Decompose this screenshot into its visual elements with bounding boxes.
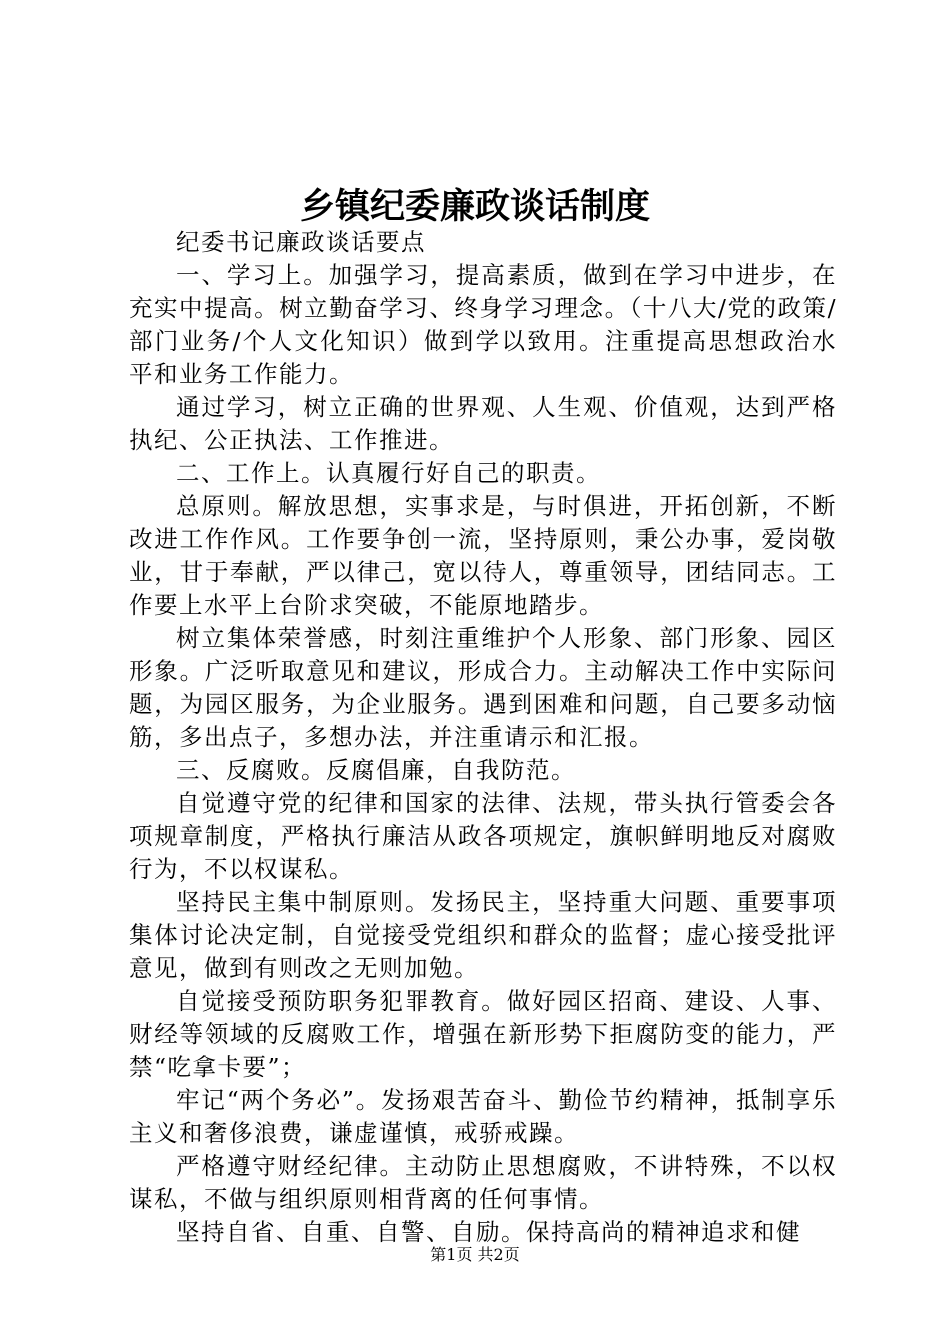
paragraph: 树立集体荣誉感，时刻注重维护个人形象、部门形象、园区形象。广泛听取意见和建议，形成合力。主动解决工作中实际问题，为园区服务，为企业服务。遇到困难和问题，自己要多动恼筋，多出点子，多想办法，并注重请示和汇报。 <box>129 624 837 751</box>
document-body <box>129 226 837 1249</box>
page-footer: 第1页 共2页 <box>430 1245 520 1264</box>
paragraph: 自觉接受预防职务犯罪教育。做好园区招商、建设、人事、财经等领域的反腐败工作，增强在新形势下拒腐防变的能力，严禁“吃拿卡要”； <box>129 987 837 1081</box>
document-title: 乡镇纪委廉政谈话制度 <box>299 186 650 227</box>
paragraph: 牢记“两个务必”。发扬艰苦奋斗、勤俭节约精神，抵制享乐主义和奢侈浪费，谦虚谨慎，戒骄戒躁。 <box>129 1086 837 1147</box>
paragraph: 总原则。解放思想，实事求是，与时俱进，开拓创新，不断改进工作作风。工作要争创一流，坚持原则，秉公办事，爱岗敬业，甘于奉献，严以律己，宽以待人，尊重领导，团结同志。工作要上水平上台阶求突破，不能原地踏步。 <box>129 492 837 619</box>
paragraph: 一、学习上。加强学习，提高素质，做到在学习中进步，在充实中提高。树立勤奋学习、终身学习理念。（十八大/党的政策/部门业务/个人文化知识）做到学以致用。注重提高思想政治水平和业务工作能力。 <box>129 261 837 388</box>
paragraph: 自觉遵守党的纪律和国家的法律、法规，带头执行管委会各项规章制度，严格执行廉洁从政各项规定，旗帜鲜明地反对腐败行为，不以权谋私。 <box>129 789 837 883</box>
paragraph: 坚持自省、自重、自警、自励。保持高尚的精神追求和健 <box>176 1218 801 1246</box>
paragraph: 三、反腐败。反腐倡廉，自我防范。 <box>176 756 576 784</box>
paragraph: 纪委书记廉政谈话要点 <box>176 228 426 256</box>
paragraph: 严格遵守财经纪律。主动防止思想腐败，不讲特殊，不以权谋私，不做与组织原则相背离的任何事情。 <box>129 1152 837 1213</box>
paragraph: 二、工作上。认真履行好自己的职责。 <box>176 459 601 487</box>
paragraph: 通过学习，树立正确的世界观、人生观、价值观，达到严格执纪、公正执法、工作推进。 <box>129 393 837 454</box>
paragraph: 坚持民主集中制原则。发扬民主，坚持重大问题、重要事项集体讨论决定制，自觉接受党组织和群众的监督；虚心接受批评意见，做到有则改之无则加勉。 <box>129 888 837 982</box>
